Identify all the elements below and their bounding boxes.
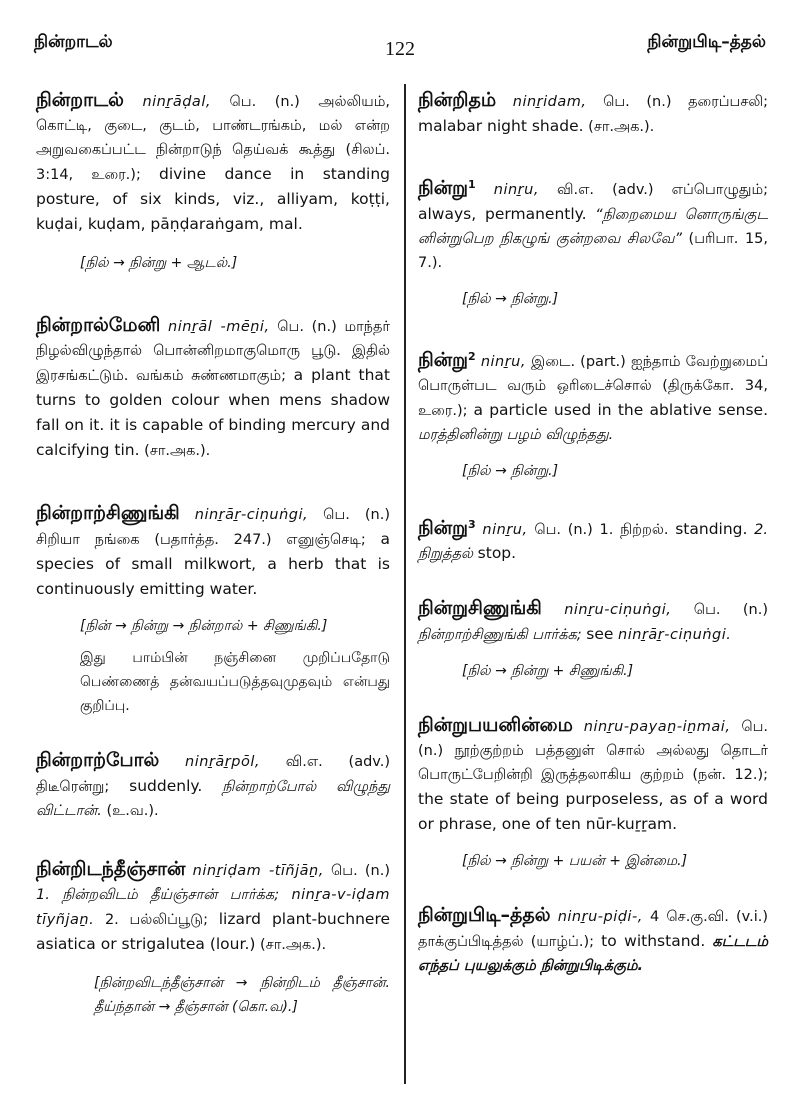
entry-ninrucinungi bbox=[418, 596, 768, 683]
part-of-speech: பெ. (n.) bbox=[277, 319, 337, 335]
column-divider bbox=[404, 84, 406, 1084]
etymology: [நின் → நின்று → நின்றால் + சிணுங்கி.] bbox=[80, 618, 328, 634]
transliteration: ninṟidam, bbox=[512, 94, 587, 110]
etymology: [நில் → நின்று + சிணுங்கி.] bbox=[462, 663, 634, 680]
entry-ninru-2 bbox=[418, 345, 768, 483]
entry-ninrarpol bbox=[36, 748, 390, 823]
source-citation: (உ.வ.). bbox=[106, 803, 159, 819]
tamil-definition: எப்பொழுதும்; bbox=[671, 181, 768, 198]
part-of-speech: பெ. (n.) bbox=[418, 719, 769, 760]
english-definition: suddenly. bbox=[129, 777, 203, 795]
part-of-speech: பெ. (n.) bbox=[331, 863, 390, 879]
tamil-definition: சிறியா நங்கை (பதார்த்த. 247.) எனுஞ்செடி; bbox=[36, 532, 366, 548]
sense-1-reference: ninṟa-v-iḍam tīyñjaṉ. bbox=[36, 887, 390, 928]
headword: நின்றுசிணுங்கி bbox=[418, 597, 542, 620]
part-of-speech: பெ. (n.) bbox=[323, 507, 390, 523]
etymology: [நில் → நின்று + ஆடல்.] bbox=[80, 255, 238, 271]
transliteration: ninṟāṟ-ciṇuṅgi, bbox=[194, 507, 309, 523]
transliteration: ninṟāṟpōl, bbox=[185, 754, 260, 770]
sense-2-english: stop. bbox=[477, 544, 517, 563]
entry-ninradal bbox=[36, 88, 390, 275]
source-citation: (பரிபா. 15, 7.). bbox=[418, 230, 769, 271]
entry-ninrupayaninmai bbox=[418, 713, 768, 873]
transliteration: ninṟu-ciṇuṅgi, bbox=[564, 602, 672, 619]
homonym-number: 2 bbox=[468, 349, 476, 363]
transliteration: ninṟu-payaṉ-iṉmai, bbox=[583, 719, 731, 736]
transliteration: ninṟāl -mēṉi, bbox=[168, 319, 270, 335]
sense-1-english: standing. bbox=[675, 519, 748, 538]
headword: நின்றுபிடி–த்தல் bbox=[418, 904, 551, 927]
sense-2: 2. நிறுத்தல் bbox=[418, 521, 768, 563]
headword: நின்று bbox=[418, 516, 469, 539]
etymology: [நில் → நின்று.] bbox=[462, 462, 559, 479]
headword: நின்றால்மேனி bbox=[36, 314, 161, 336]
usage-note: இது பாம்பின் நஞ்சினை முறிப்பதோடு பெண்ணைத் தன்வயப்படுத்தவுமுதவும் என்பது குறிப்பு. bbox=[80, 650, 390, 714]
headword: நின்று bbox=[418, 348, 469, 371]
tamil-definition: தாக்குப்பிடித்தல் (யாழ்ப்.); bbox=[418, 934, 594, 951]
running-head-right: நின்றுபிடி–த்தல் bbox=[647, 32, 766, 52]
transliteration: ninṟu-piḍi-, bbox=[557, 909, 643, 926]
source-citation: (சா.அக.). bbox=[260, 937, 327, 953]
entry-ninrarcinungi bbox=[36, 501, 390, 718]
usage-example: மரத்தினின்று பழம் விழுந்தது. bbox=[418, 426, 614, 443]
entry-ninrupidi bbox=[418, 903, 768, 978]
english-definition: divine dance in standing posture, of six kinds, viz., alliyam, koṭṭi, kuḍai, kuḍam, pāṇḍaraṅgam, mal. bbox=[36, 165, 391, 233]
right-column bbox=[418, 86, 768, 978]
entry-ninridamtinjan bbox=[36, 857, 390, 1019]
entry-ninru-1 bbox=[418, 173, 768, 311]
transliteration: ninṟāḍal, bbox=[142, 94, 211, 110]
headword: நின்றிதம் bbox=[418, 89, 497, 111]
transliteration: ninṟu, bbox=[493, 181, 539, 198]
tamil-definition: அல்லியம், கொட்டி, குடை, குடம், பாண்டரங்கம், மல் என்ற அறுவகைப்பட்ட நின்றாடுந் தெய்வக் கூத்து (சிலப். 3:14, உரை.); bbox=[36, 94, 391, 183]
part-of-speech: இடை. (part.) bbox=[531, 353, 626, 370]
entry-ninru-3 bbox=[418, 513, 768, 567]
part-of-speech: பெ. (n.) bbox=[229, 94, 300, 110]
quotation: “நிறைமைய னொருங்குட னின்றுபெற நிகழுங் குன்றவை சிலவே” bbox=[418, 206, 768, 247]
etymology: [நின்றவிடந்தீஞ்சான் → நின்றிடம் தீஞ்சான். தீய்ந்தான் → தீஞ்சான் (கொ.வ).] bbox=[94, 975, 390, 1015]
headword: நின்றாற்போல் bbox=[36, 749, 160, 771]
page-number: 122 bbox=[385, 38, 415, 60]
usage-example: கட்டடம் எந்தப் புயலுக்கும் நின்றுபிடிக்கும். bbox=[418, 934, 768, 975]
etymology: [நில் → நின்று + பயன் + இன்மை.] bbox=[462, 853, 688, 870]
headword: நின்று bbox=[418, 176, 469, 199]
cross-reference: ninṟāṟ-ciṇuṅgi. bbox=[618, 627, 732, 644]
tamil-definition: நின்றாற்சிணுங்கி பார்க்க; bbox=[418, 627, 582, 644]
part-of-speech: பெ. (n.) bbox=[534, 521, 593, 538]
english-definition: always, permanently. bbox=[418, 204, 587, 223]
sense-1: 1. நின்றவிடம் தீய்ஞ்சான் பார்க்க; bbox=[36, 887, 280, 903]
english-definition: a plant that turns to golden colour when mens shadow fall on it. it is capable of binding mercury and calcifying tin. bbox=[36, 366, 391, 459]
homonym-number: 3 bbox=[468, 517, 476, 531]
sense-1: 1. நிற்றல். bbox=[599, 521, 669, 538]
part-of-speech: பெ. (n.) bbox=[603, 94, 672, 110]
source-citation: (சா.அக.). bbox=[144, 443, 211, 459]
tamil-definition: மாந்தர் நிழல்விழுந்தால் பொன்னிறமாகுமொரு பூடு. இதில் இரசங்கட்டும். வங்கம் சுண்ணமாகும்; bbox=[36, 319, 391, 384]
headword: நின்றாற்சிணுங்கி bbox=[36, 502, 180, 524]
tamil-definition: திடீரென்று; bbox=[36, 779, 110, 795]
part-of-speech: 4 செ.கு.வி. (v.i.) bbox=[649, 909, 769, 926]
entry-ninridam bbox=[418, 88, 768, 139]
english-definition: lizard plant-buchnere asiatica or strigalutea (lour.) bbox=[36, 910, 391, 953]
english-definition: a species of small milkwort, a herb that is continuously emitting water. bbox=[36, 530, 391, 598]
running-head-left: நின்றாடல் bbox=[34, 32, 113, 52]
headword: நின்றுபயனின்மை bbox=[418, 714, 573, 737]
running-head bbox=[0, 0, 800, 70]
tamil-definition: தரைப்பசலி; bbox=[688, 94, 768, 110]
left-column bbox=[36, 86, 390, 1019]
see-label: see bbox=[586, 625, 614, 644]
part-of-speech: வி.எ. (adv.) bbox=[285, 754, 391, 770]
transliteration: ninṟiḍam -tīñjāṉ, bbox=[192, 863, 324, 879]
headword: நின்றாடல் bbox=[36, 89, 124, 111]
homonym-number: 1 bbox=[468, 178, 476, 191]
source-citation: (சா.அக.). bbox=[588, 119, 655, 135]
entry-ninralmeni bbox=[36, 313, 390, 463]
headword: நின்றிடந்தீஞ்சான் bbox=[36, 858, 186, 880]
english-definition: the state of being purposeless, as of a word or phrase, one of ten nūr-kuṟṟam. bbox=[418, 790, 768, 834]
tamil-definition: ஐந்தாம் வேற்றுமைப் பொருள்பட வரும் ஒரிடைச்சொல் (திருக்கோ. 34, உரை.); bbox=[418, 353, 769, 419]
part-of-speech: வி.எ. (adv.) bbox=[557, 181, 654, 198]
english-definition: to withstand. bbox=[601, 932, 706, 951]
part-of-speech: பெ. (n.) bbox=[693, 602, 768, 619]
etymology: [நில் → நின்று.] bbox=[462, 290, 559, 307]
transliteration: ninṟu, bbox=[480, 353, 526, 370]
usage-example: நின்றாற்போல் விழுந்து விட்டான். bbox=[36, 779, 391, 819]
sense-2: 2. பல்லிப்பூடு; bbox=[104, 912, 208, 928]
english-definition: a particle used in the ablative sense. bbox=[473, 400, 768, 419]
english-definition: malabar night shade. bbox=[418, 117, 584, 135]
transliteration: ninṟu, bbox=[482, 521, 528, 538]
tamil-definition: நூற்குற்றம் பத்தனுள் சொல் அல்லது தொடர் பொருட்பேறின்றி இருத்தலாகிய குற்றம் (நன். 12.); bbox=[418, 743, 768, 784]
